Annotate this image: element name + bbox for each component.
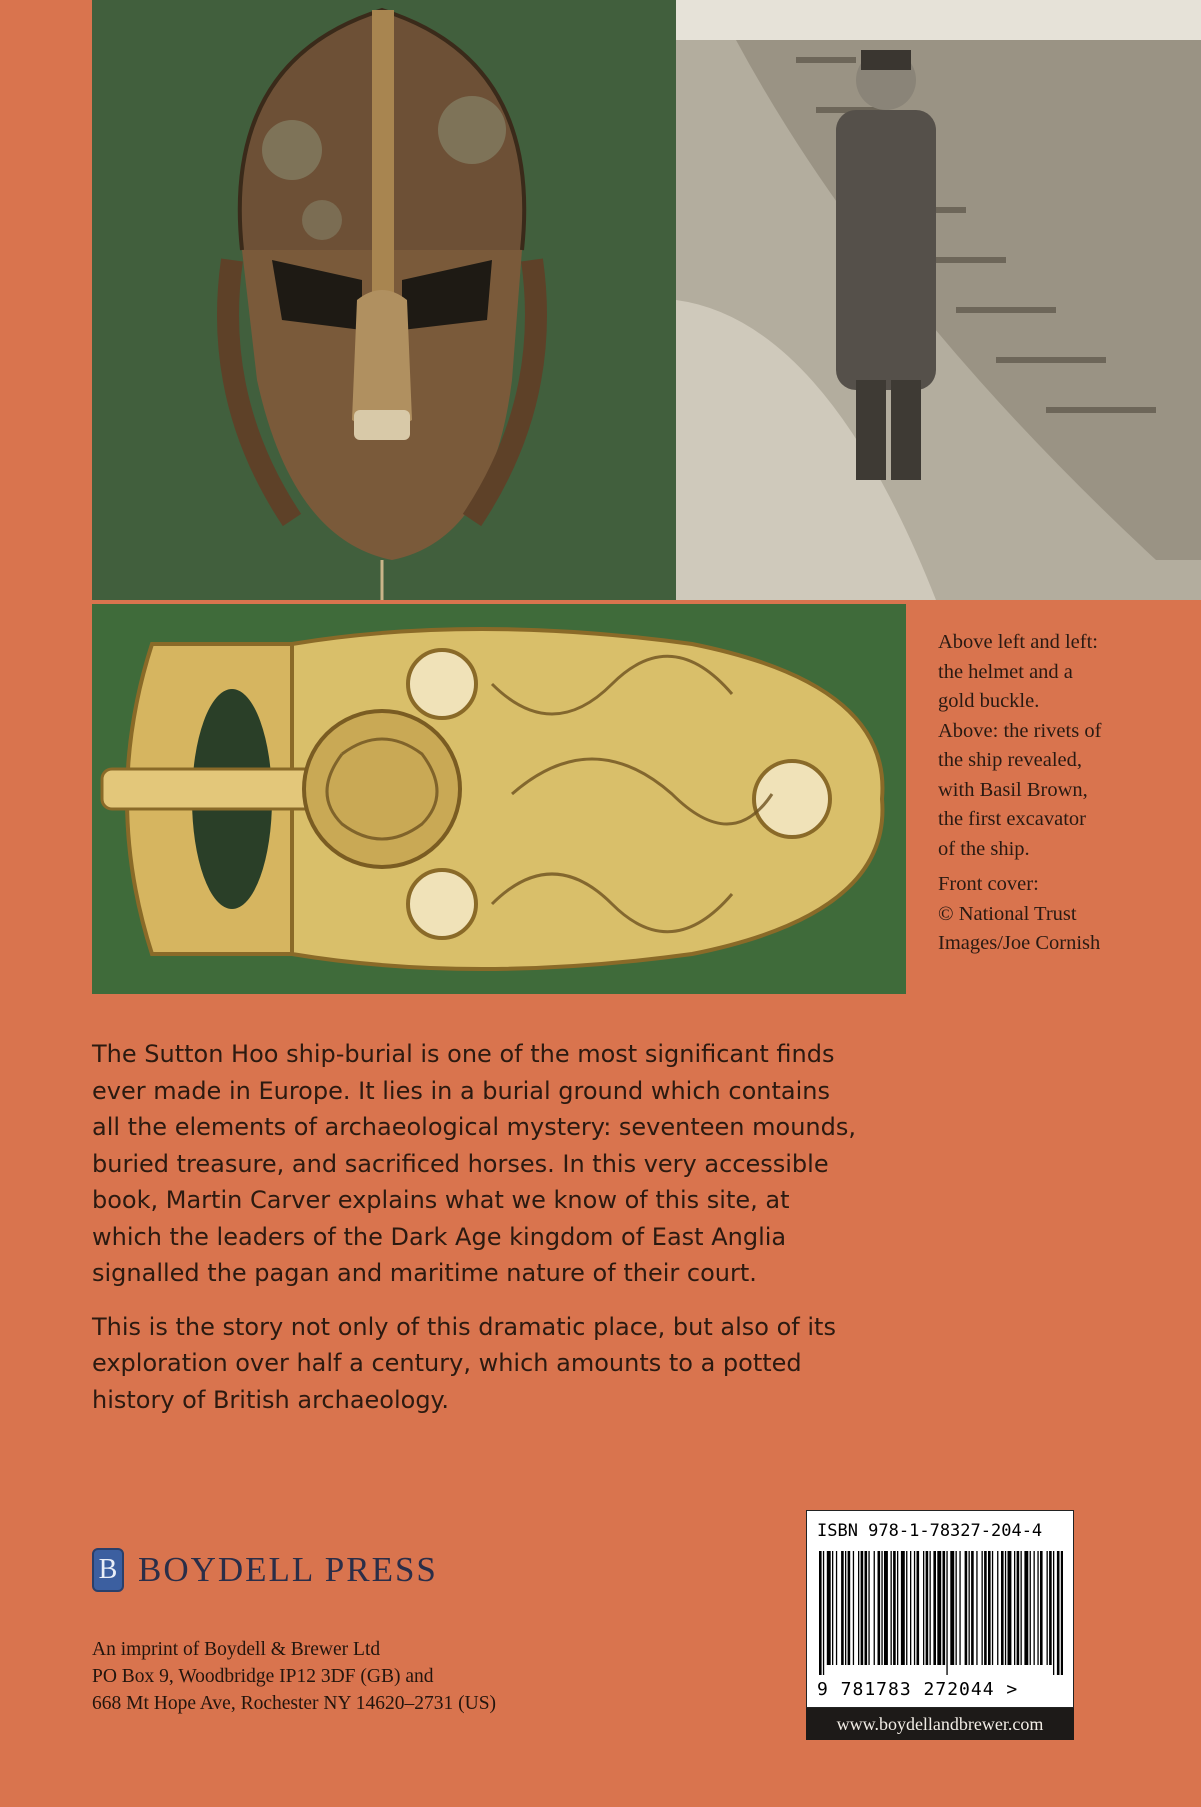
buckle-illustration (92, 604, 906, 994)
barcode-bar (865, 1551, 868, 1665)
barcode-bar (906, 1551, 907, 1665)
publisher-website: www.boydellandbrewer.com (806, 1708, 1074, 1740)
barcode-bar (971, 1551, 974, 1665)
blurb-paragraph-1 (92, 1036, 1092, 1292)
blurb-line: The Sutton Hoo ship-burial is one of the most significant finds (92, 1040, 835, 1068)
book-blurb (92, 1036, 1092, 1435)
barcode-bar (976, 1551, 977, 1665)
barcode-bar (878, 1551, 881, 1665)
address-line: An imprint of Boydell & Brewer Ltd (92, 1639, 381, 1660)
caption-line: with Basil Brown, (938, 778, 1088, 801)
barcode-bar (959, 1551, 960, 1665)
blurb-line: signalled the pagan and maritime nature of their court. (92, 1259, 757, 1287)
barcode-bars (817, 1551, 1063, 1675)
barcode-bar (1005, 1551, 1006, 1665)
caption-line: the first excavator (938, 808, 1086, 830)
barcode-bar (848, 1551, 851, 1665)
blurb-line: which the leaders of the Dark Age kingdom of East Anglia (92, 1222, 787, 1251)
excavation-photo (676, 0, 1201, 600)
barcode-bar (823, 1551, 824, 1675)
barcode-bar (881, 1551, 882, 1665)
barcode-bar (923, 1551, 924, 1665)
caption-line: the ship revealed, (938, 749, 1083, 771)
barcode-digits: 9 781783 272044 > (817, 1679, 1019, 1700)
barcode-bar (1040, 1551, 1043, 1665)
caption-line: Above left and left: (938, 631, 1098, 653)
blurb-line: all the elements of archaeological mystery: seventeen mounds, (92, 1113, 856, 1141)
caption-description (938, 628, 1178, 864)
barcode-bar (965, 1551, 968, 1665)
barcode-bar (937, 1551, 941, 1665)
barcode-bar (1047, 1551, 1048, 1665)
barcode-bar (1049, 1551, 1052, 1665)
address-line: 668 Mt Hope Ave, Rochester NY 14620–2731 (US) (92, 1693, 497, 1714)
photo-caption (938, 628, 1178, 965)
barcode-bar (917, 1551, 920, 1665)
barcode-bar (946, 1551, 947, 1675)
barcode-bar (1037, 1551, 1038, 1665)
barcode-bar (1030, 1551, 1031, 1665)
barcode-bar (853, 1551, 854, 1665)
barcode-bar (891, 1551, 892, 1665)
barcode-bar (997, 1551, 998, 1665)
barcode-bar (992, 1551, 993, 1665)
address-line: PO Box 9, Woodbridge IP12 3DF (GB) and (92, 1666, 434, 1687)
excavation-illustration (676, 0, 1201, 600)
barcode-bar (1053, 1551, 1054, 1675)
barcode-bar (893, 1551, 896, 1665)
barcode-bar (1008, 1551, 1012, 1665)
barcode-bar (1061, 1551, 1063, 1675)
barcode-bar (858, 1551, 859, 1665)
barcode-bar (861, 1551, 864, 1665)
barcode-bar (1014, 1551, 1015, 1665)
barcode-bar (845, 1551, 846, 1665)
cover-credit (938, 870, 1178, 959)
barcode-bar (868, 1551, 869, 1665)
barcode-bar (1057, 1551, 1060, 1675)
isbn-barcode (806, 1510, 1074, 1708)
barcode-bar (836, 1551, 837, 1665)
barcode-bar (1024, 1551, 1028, 1665)
barcode-bar (943, 1551, 946, 1665)
blurb-line: book, Martin Carver explains what we know of this site, at (92, 1186, 790, 1214)
publisher-block (92, 1548, 438, 1592)
barcode-bar (901, 1551, 905, 1665)
barcode-bar (819, 1551, 822, 1675)
barcode-bar (926, 1551, 929, 1665)
barcode-bar (1017, 1551, 1020, 1665)
blurb-line: exploration over half a century, which amounts to a potted (92, 1349, 802, 1377)
publisher-logo-icon: B (92, 1548, 124, 1592)
helmet-illustration (92, 0, 676, 600)
caption-line: the helmet and a (938, 660, 1073, 683)
blurb-line: This is the story not only of this dramatic place, but also of its (92, 1312, 836, 1341)
barcode-bar (1034, 1551, 1035, 1665)
barcode-bar (982, 1551, 983, 1665)
publisher-address (92, 1636, 496, 1717)
barcode-bar (1001, 1551, 1004, 1665)
barcode-bar (984, 1551, 987, 1665)
barcode-bar (827, 1551, 831, 1665)
barcode-bar (897, 1551, 898, 1665)
barcode-bar (910, 1551, 911, 1665)
barcode-bar (1021, 1551, 1022, 1665)
barcode-bar (969, 1551, 970, 1665)
barcode-bar (930, 1551, 931, 1665)
caption-line: of the ship. (938, 837, 1030, 860)
barcode-bar (832, 1551, 833, 1665)
barcode-bar (988, 1551, 991, 1665)
credit-line: Front cover: (938, 873, 1039, 895)
blurb-line: buried treasure, and sacrificed horses. In this very accessible (92, 1149, 829, 1178)
barcode-bar (914, 1551, 915, 1665)
blurb-line: history of British archaeology. (92, 1385, 449, 1414)
credit-line: Images/Joe Cornish (938, 932, 1101, 954)
helmet-photo (92, 0, 676, 600)
blurb-line: ever made in Europe. It lies in a burial ground which contains (92, 1076, 830, 1105)
publisher-name: BOYDELL PRESS (138, 1550, 438, 1589)
isbn-label: ISBN 978-1-78327-204-4 (817, 1521, 1043, 1541)
barcode-bar (933, 1551, 936, 1665)
buckle-photo (92, 604, 906, 994)
caption-line: gold buckle. (938, 690, 1040, 712)
blurb-paragraph-2 (92, 1309, 1092, 1419)
barcode-bar (841, 1551, 844, 1665)
barcode-bar (884, 1551, 888, 1665)
barcode-bar (874, 1551, 875, 1665)
barcode-bar (956, 1551, 957, 1665)
barcode-bar (950, 1551, 954, 1665)
caption-line: Above: the rivets of (938, 719, 1102, 742)
credit-line: © National Trust (938, 902, 1077, 925)
